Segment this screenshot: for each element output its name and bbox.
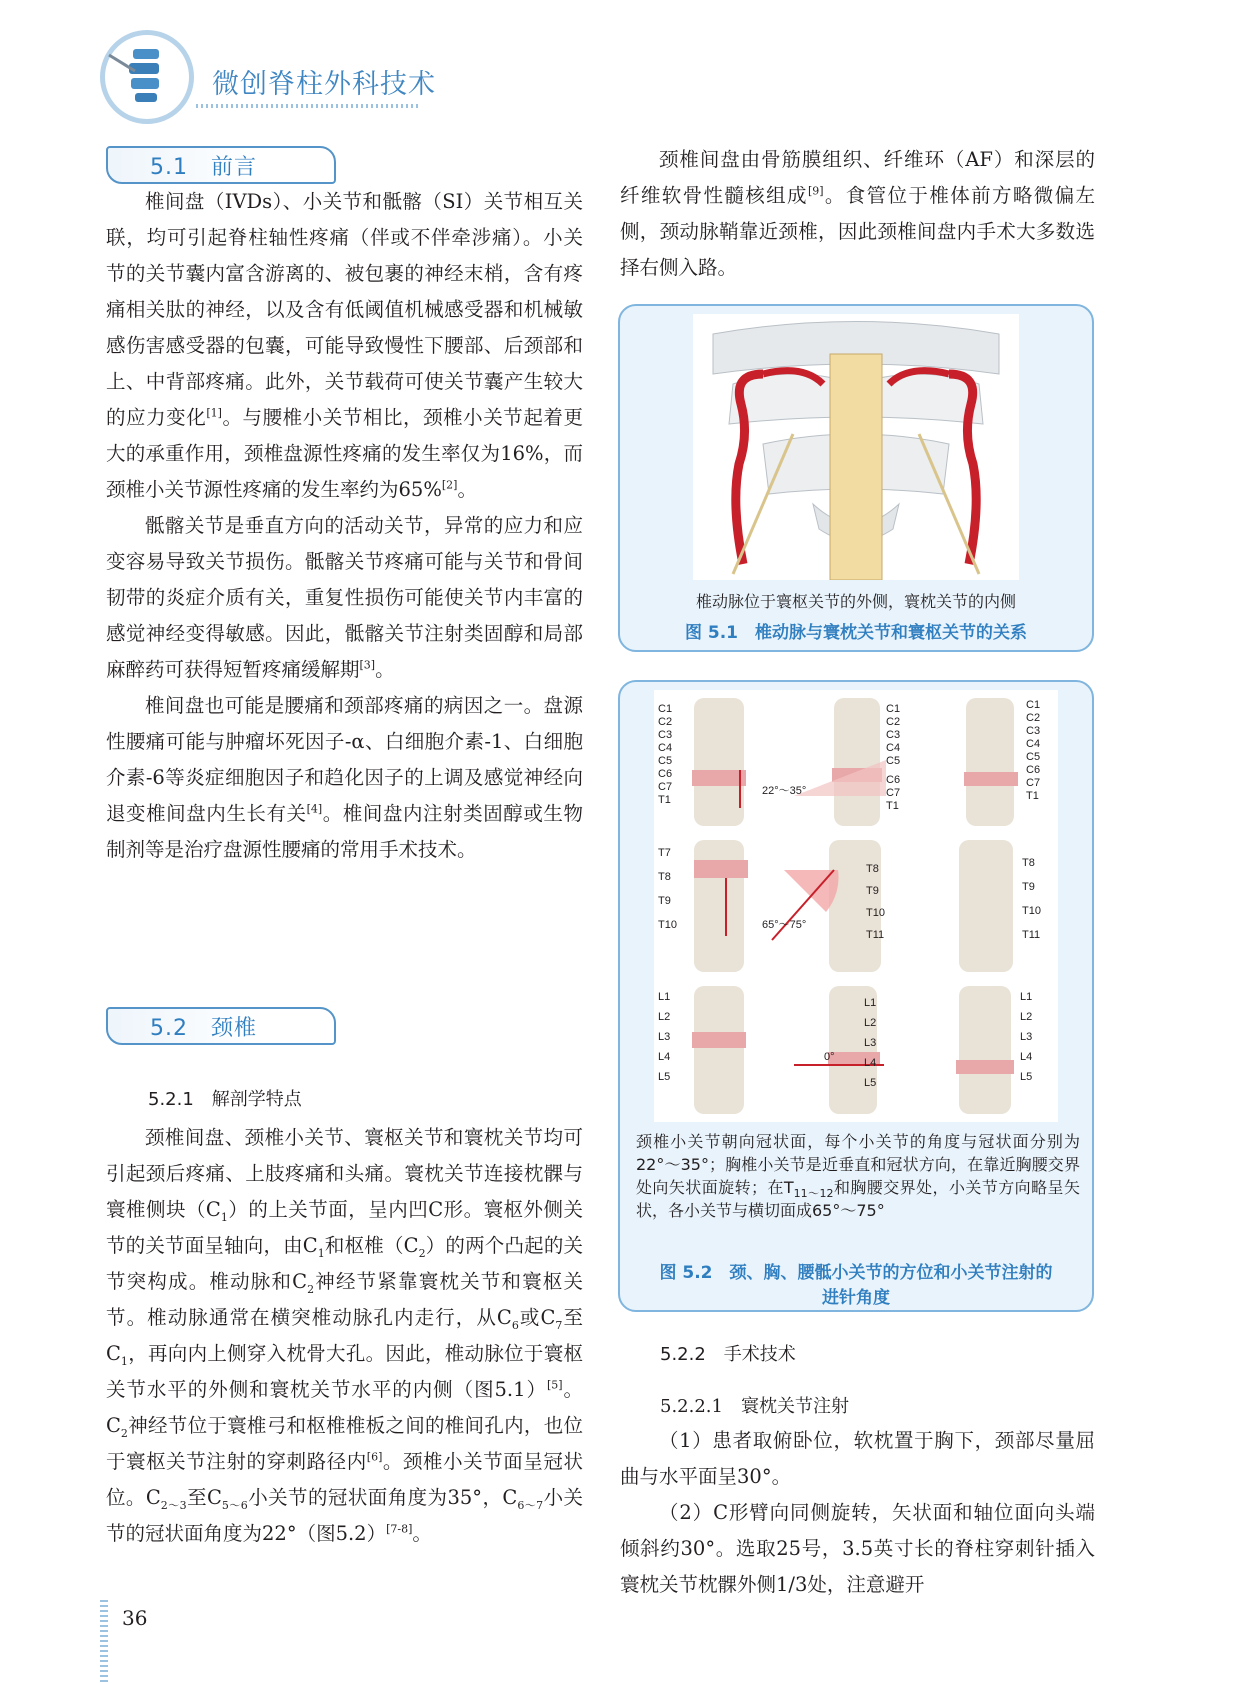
cervical-label-right: C5 — [1026, 751, 1041, 763]
cervical-label-left: C5 — [658, 755, 673, 767]
technique-body — [620, 1423, 1095, 1603]
thoracic-label-mid: T11 — [866, 929, 885, 941]
lumbar-label-left: L2 — [658, 1011, 671, 1023]
citation: [6] — [366, 1450, 383, 1464]
paragraph: 颈椎间盘由骨筋膜组织、纤维环（AF）和深层的纤维软骨性髓核组成[9]。食管位于椎体前方略微偏左侧，颈动脉鞘靠近颈椎，因此颈椎间盘内手术大多数选择右侧入路。 — [620, 148, 1095, 279]
lumbar-label-mid: L3 — [864, 1037, 877, 1049]
cervical-label-left: C4 — [658, 742, 673, 754]
anatomy-body — [106, 1120, 583, 1552]
lumbar-label-mid: L4 — [864, 1057, 877, 1069]
citation: [7-8] — [386, 1522, 413, 1536]
figure-5-2-title: 图 5.2 颈、胸、腰骶小关节的方位和小关节注射的 进针角度 — [659, 1263, 1053, 1308]
lumbar-label-mid: L1 — [864, 997, 877, 1009]
disc-body — [620, 142, 1095, 286]
thoracic-label-right: T11 — [1022, 929, 1041, 941]
thoracic-label-left: T8 — [658, 871, 671, 883]
spine-logo-icon — [105, 35, 189, 119]
lumbar-label-right: L3 — [1020, 1031, 1033, 1043]
thoracic-label-mid: T10 — [866, 907, 885, 919]
book-logo — [100, 30, 194, 124]
figure-5-2-caption: 颈椎小关节朝向冠状面，每个小关节的角度与冠状面分别为22°～35°；胸椎小关节是近垂直和冠状方向，在靠近胸腰交界处向矢状面旋转；在$T_{11\sim 12}$和胸腰交界处，小关节方向略呈矢状，各小关节与横切面成65°～75° — [636, 1132, 1080, 1220]
paragraph: 椎间盘（IVDs）、小关节和骶髂（SI）关节相互关联，均可引起脊柱轴性疼痛（伴或不伴牵涉痛）。小关节的关节囊内富含游离的、被包裹的神经末梢，含有疼痛相关肽的神经，以及含有低阈值机械感受器和机械敏感伤害感受器的包囊，可能导致慢性下腰部、后颈部和上、中背部疼痛。此外，关节载荷可使关节囊产生较大的应力变化[1]。与腰椎小关节相比，颈椎小关节起着更大的承重作用，颈椎盘源性疼痛的发生率仅为16%，而颈椎小关节源性疼痛的发生率约为65%[2]。 — [106, 190, 583, 501]
citation: [3] — [359, 658, 376, 672]
book-title: 微创脊柱外科技术 — [212, 69, 436, 100]
citation: [2] — [441, 478, 458, 492]
step-2: （2）C形臂向同侧旋转，矢状面和轴位面向头端倾斜约30°。选取25号，3.5英寸长的脊柱穿刺针插入寰枕关节枕髁外侧1/3处，注意避开 — [620, 1501, 1095, 1596]
figure-5-1-illustration — [693, 314, 1019, 580]
cervical-label-right: C6 — [1026, 764, 1041, 776]
page-number: 36 — [122, 1606, 148, 1630]
lumbar-label-left: L4 — [658, 1051, 671, 1063]
cervical-label-right: C2 — [1026, 712, 1041, 724]
lumbar-label-left: L3 — [658, 1031, 671, 1043]
cervical-label-left: C3 — [658, 729, 673, 741]
cervical-label-right: T1 — [1026, 790, 1039, 802]
cervical-label-mid: C6 — [886, 774, 901, 786]
citation: [4] — [306, 802, 323, 816]
thoracic-label-right: T10 — [1022, 905, 1041, 917]
angle-label-lumbar: 0° — [824, 1051, 835, 1063]
subsection-title-5-2-1: 5.2.1 解剖学特点 — [148, 1089, 302, 1110]
paragraph: 骶髂关节是垂直方向的活动关节，异常的应力和应变容易导致关节损伤。骶髂关节疼痛可能与关节和骨间韧带的炎症介质有关，重复性损伤可能使关节内丰富的感觉神经变得敏感。因此，骶髂关节注射类固醇和局部麻醉药可获得短暂疼痛缓解期[3]。 — [106, 514, 583, 681]
paragraph: 椎间盘也可能是腰痛和颈部疼痛的病因之一。盘源性腰痛可能与肿瘤坏死因子-α、白细胞介素-1、白细胞介素-6等炎症细胞因子和趋化因子的上调及感觉神经向退变椎间盘内生长有关[4]。椎间盘内注射类固醇或生物制剂等是治疗盘源性腰痛的常用手术技术。 — [106, 694, 583, 861]
section-title-5-2: 5.2 颈椎 — [150, 1016, 257, 1041]
lumbar-label-right: L4 — [1020, 1051, 1033, 1063]
thoracic-label-mid: T8 — [866, 863, 879, 875]
cervical-label-mid: C3 — [886, 729, 901, 741]
thoracic-label-right: T8 — [1022, 857, 1035, 869]
thoracic-label-right: T9 — [1022, 881, 1035, 893]
thoracic-label-left: T10 — [658, 919, 677, 931]
cervical-label-left: C2 — [658, 716, 673, 728]
cervical-label-mid: C5 — [886, 755, 901, 767]
lumbar-label-left: L5 — [658, 1071, 671, 1083]
figure-5-1-title: 图 5.1 椎动脉与寰枕关节和寰枢关节的关系 — [684, 623, 1028, 643]
angle-label-thoracic: 65°～75° — [762, 919, 807, 931]
cervical-label-left: T1 — [658, 794, 671, 806]
cervical-label-mid: C4 — [886, 742, 901, 754]
lumbar-label-right: L5 — [1020, 1071, 1033, 1083]
cervical-label-mid: T1 — [886, 800, 899, 812]
step-1: （1）患者取俯卧位，软枕置于胸下，颈部尽量屈曲与水平面呈30°。 — [620, 1429, 1095, 1488]
subsection-title-5-2-2-1: 5.2.2.1 寰枕关节注射 — [660, 1396, 849, 1417]
lumbar-label-right: L1 — [1020, 991, 1033, 1003]
cervical-label-right: C3 — [1026, 725, 1041, 737]
cervical-label-right: C1 — [1026, 699, 1041, 711]
thoracic-label-mid: T9 — [866, 885, 879, 897]
figure-5-1-caption: 椎动脉位于寰枢关节的外侧，寰枕关节的内侧 — [695, 592, 1016, 611]
header-divider — [196, 104, 418, 108]
citation: [5] — [546, 1378, 563, 1392]
cervical-label-mid: C2 — [886, 716, 901, 728]
intro-body — [106, 184, 583, 868]
lumbar-label-mid: L5 — [864, 1077, 877, 1089]
thoracic-label-left: T7 — [658, 847, 671, 859]
section-title-5-1: 5.1 前言 — [150, 155, 257, 180]
thoracic-label-left: T9 — [658, 895, 671, 907]
cervical-label-left: C6 — [658, 768, 673, 780]
citation: [1] — [206, 406, 222, 420]
cervical-label-right: C7 — [1026, 777, 1041, 789]
subsection-title-5-2-2: 5.2.2 手术技术 — [660, 1344, 796, 1365]
paragraph: 颈椎间盘、颈椎小关节、寰枢关节和寰枕关节均可引起颈后疼痛、上肢疼痛和头痛。寰枕关节连接枕髁与寰椎侧块$(C_1)$的上关节面，呈内凹C形。寰枢外侧关节的关节面呈轴向，由$C_1$和枢椎$(C_2)$的两个凸起的关节突构成。椎动脉和$C_2$神经节紧靠寰枕关节和寰枢关节。椎动脉通常在横突椎动脉孔内走行，从$C_6$或$C_7$至$C_1$，再向内上侧穿入枕骨大孔。因此，椎动脉位于寰枢关节水平的外侧和寰枕关节水平的内侧（图5.1）[5]。$C_2$神经节位于寰椎弓和枢椎椎板之间的椎间孔内，也位于寰枢关节注射的穿刺路径内[6]。颈椎小关节面呈冠状位。$C_{2\sim 3}$至$C_{5\sim 6}$小关节的冠状面角度为35°，$C_{6\sim 7}$小关节的冠状面角度为22°（图5.2）[7-8]。 — [106, 1126, 584, 1545]
lumbar-label-left: L1 — [658, 991, 671, 1003]
angle-label-cervical: 22°～35° — [762, 785, 807, 797]
cervical-label-left: C7 — [658, 781, 673, 793]
page-number-bar — [100, 1600, 108, 1684]
cervical-label-right: C4 — [1026, 738, 1041, 750]
cervical-label-mid: C7 — [886, 787, 901, 799]
cervical-label-mid: C1 — [886, 703, 901, 715]
lumbar-label-right: L2 — [1020, 1011, 1033, 1023]
lumbar-label-mid: L2 — [864, 1017, 877, 1029]
cervical-label-left: C1 — [658, 703, 673, 715]
figure-5-2-illustration — [654, 690, 1058, 1122]
citation: [9] — [807, 184, 824, 198]
